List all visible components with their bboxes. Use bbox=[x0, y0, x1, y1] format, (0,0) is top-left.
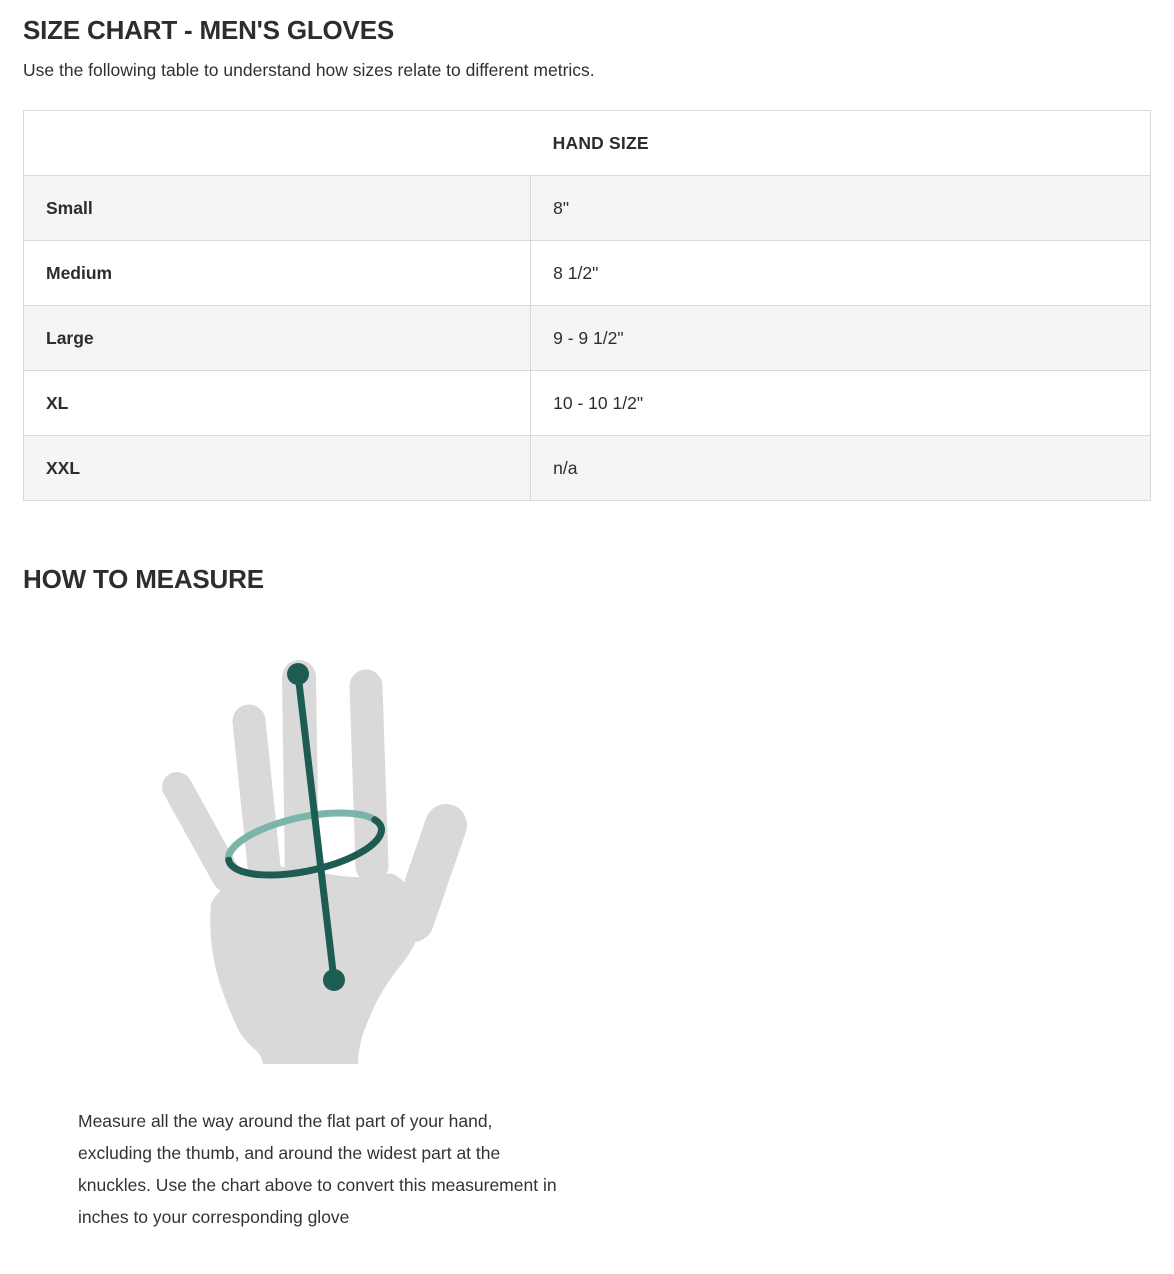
size-label: Small bbox=[24, 176, 531, 241]
page-subtitle: Use the following table to understand how sizes relate to different metrics. bbox=[23, 60, 595, 80]
size-column-header bbox=[24, 111, 531, 176]
hand-palm bbox=[210, 867, 419, 1064]
hand-size-value: 10 - 10 1/2" bbox=[553, 392, 644, 413]
hand-size-value: 8 1/2" bbox=[553, 262, 599, 283]
size-label: XL bbox=[24, 371, 531, 436]
how-to-measure-section bbox=[78, 641, 563, 1233]
table-row bbox=[24, 436, 1151, 501]
measure-line-bottom-dot bbox=[323, 969, 345, 991]
hand-size-value: n/a bbox=[553, 457, 578, 478]
hand-measurement-illustration bbox=[161, 641, 481, 1091]
measure-instructions: Measure all the way around the flat part of your hand, excluding the thumb, and around the widest part at the knuckles. Use the chart above to convert this measurement in inches to your corresponding glove bbox=[78, 1111, 557, 1227]
table-header-row bbox=[24, 111, 1151, 176]
table-row bbox=[24, 176, 1151, 241]
size-label: XXL bbox=[24, 436, 531, 501]
table-row bbox=[24, 371, 1151, 436]
hand-size-column-header: HAND SIZE bbox=[531, 111, 1151, 176]
size-chart-page bbox=[0, 14, 1174, 1233]
table-row bbox=[24, 306, 1151, 371]
how-to-measure-heading: HOW TO MEASURE bbox=[23, 564, 264, 594]
size-label: Medium bbox=[24, 241, 531, 306]
hand-size-value: 8" bbox=[553, 197, 570, 218]
size-label: Large bbox=[24, 306, 531, 371]
size-chart-table bbox=[23, 110, 1151, 501]
page-title: SIZE CHART - MEN'S GLOVES bbox=[23, 15, 394, 45]
hand-size-value: 9 - 9 1/2" bbox=[553, 327, 624, 348]
table-row bbox=[24, 241, 1151, 306]
measure-line-top-dot bbox=[287, 663, 309, 685]
